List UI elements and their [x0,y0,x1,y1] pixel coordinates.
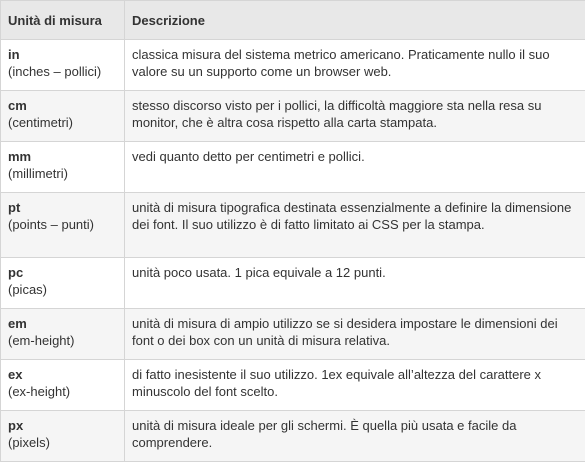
unit-fullname: (ex-height) [8,383,117,400]
table-row [1,193,585,258]
unit-cell [1,91,125,142]
unit-abbr: in [8,46,117,63]
unit-abbr: pc [8,264,117,281]
unit-fullname: (millimetri) [8,165,117,182]
description-cell: stesso discorso visto per i pollici, la difficoltà maggiore sta nella resa su monitor, che è altra cosa rispetto alla carta stampata. [125,91,585,142]
header-unit: Unità di misura [1,1,125,40]
unit-abbr: mm [8,148,117,165]
unit-cell [1,411,125,462]
unit-abbr: em [8,315,117,332]
unit-abbr: px [8,417,117,434]
unit-cell [1,258,125,309]
unit-fullname: (centimetri) [8,114,117,131]
description-cell: unità di misura tipografica destinata essenzialmente a definire la dimensione dei font. Il suo utilizzo è di fatto limitato ai CSS per la stampa. [125,193,585,258]
header-description: Descrizione [125,1,585,40]
unit-cell [1,142,125,193]
table-header-row [1,1,585,40]
table-row [1,142,585,193]
unit-fullname: (points – punti) [8,216,117,233]
unit-cell [1,309,125,360]
unit-cell [1,40,125,91]
description-cell: unità poco usata. 1 pica equivale a 12 punti. [125,258,585,309]
unit-fullname: (picas) [8,281,117,298]
table-row [1,40,585,91]
description-cell: di fatto inesistente il suo utilizzo. 1ex equivale all’altezza del carattere x minuscolo del font scelto. [125,360,585,411]
unit-abbr: cm [8,97,117,114]
description-cell: vedi quanto detto per centimetri e pollici. [125,142,585,193]
table-row [1,258,585,309]
table-row [1,360,585,411]
unit-fullname: (em-height) [8,332,117,349]
table-row [1,91,585,142]
description-cell: unità di misura di ampio utilizzo se si desidera impostare le dimensioni dei font o dei box con un unità di misura relativa. [125,309,585,360]
unit-fullname: (inches – pollici) [8,63,117,80]
unit-abbr: ex [8,366,117,383]
unit-abbr: pt [8,199,117,216]
unit-cell [1,360,125,411]
description-cell: unità di misura ideale per gli schermi. È quella più usata e facile da comprendere. [125,411,585,462]
table-row [1,309,585,360]
unit-cell [1,193,125,258]
description-cell: classica misura del sistema metrico americano. Praticamente nullo il suo valore su un supporto come un browser web. [125,40,585,91]
unit-fullname: (pixels) [8,434,117,451]
table-row [1,411,585,462]
